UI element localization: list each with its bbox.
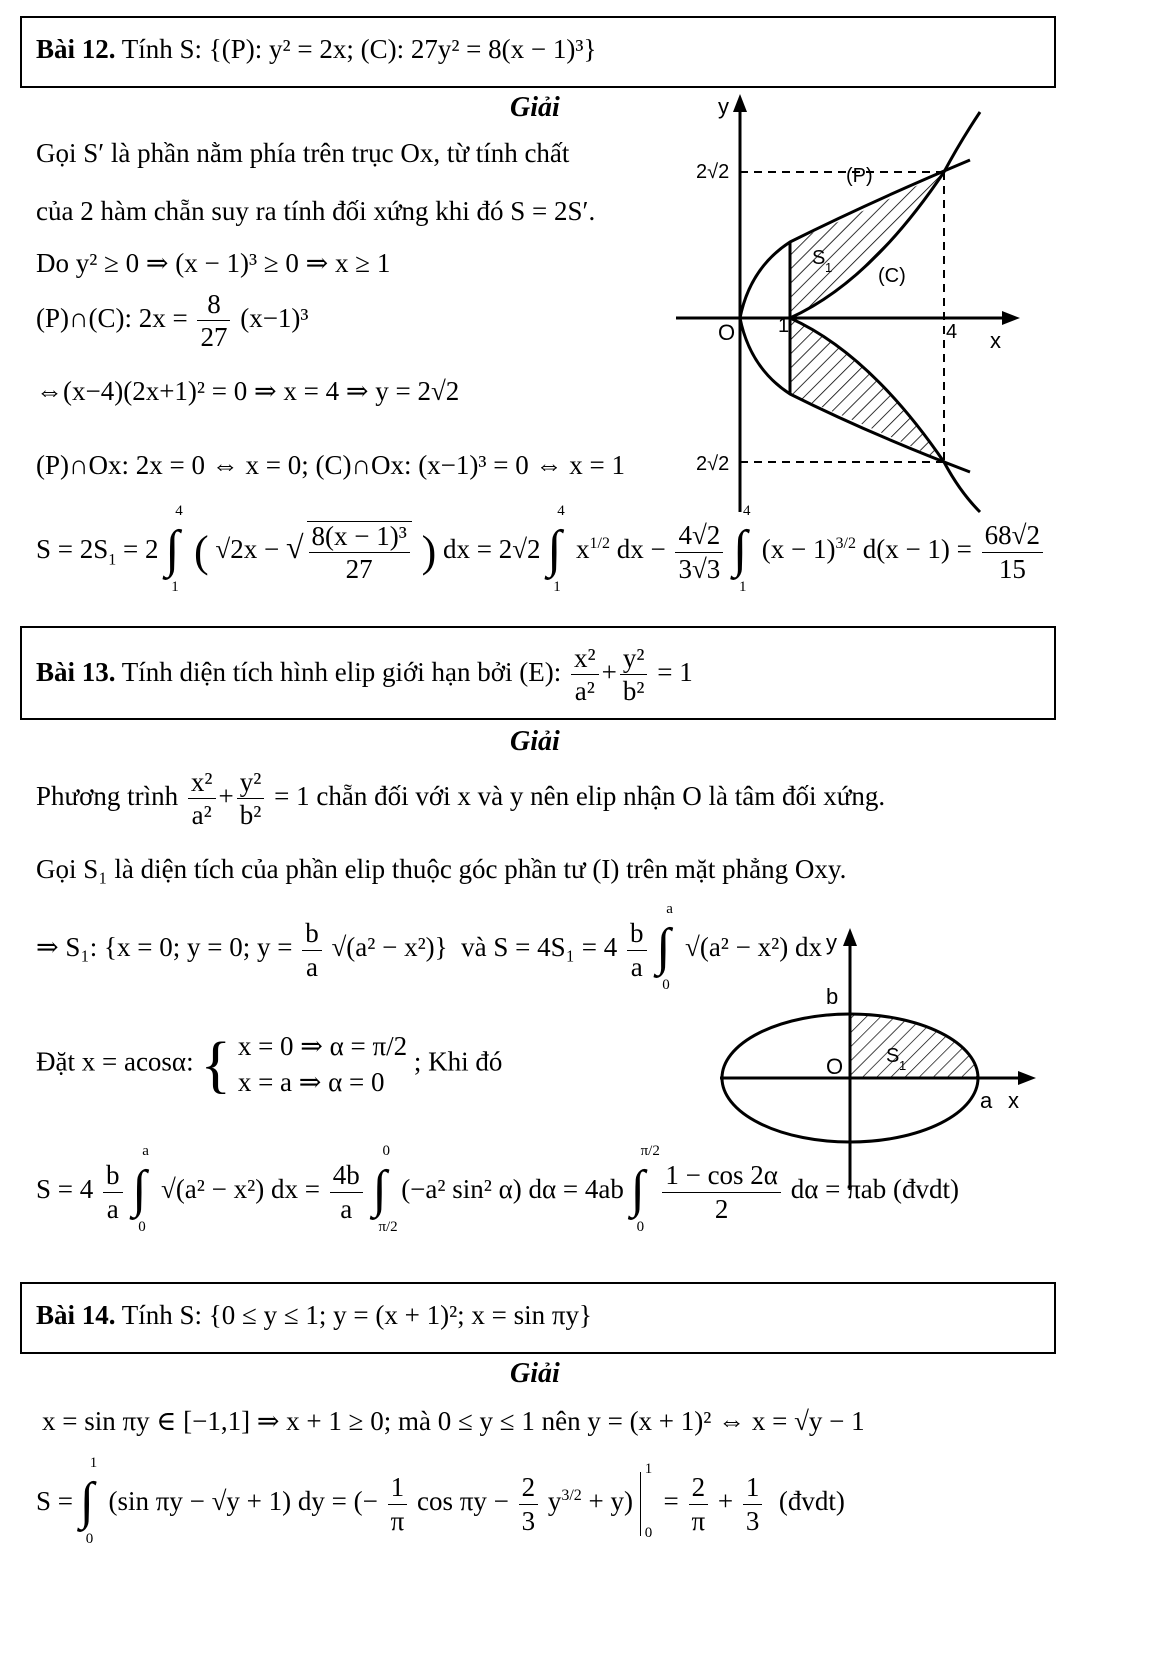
b12-int3-lo: 1 xyxy=(739,579,747,595)
b13-b-label: b xyxy=(826,984,839,1009)
b13-y-label: y xyxy=(826,930,837,955)
b14-f5-sup: 3/2 xyxy=(561,1487,582,1505)
b13-f1: S = 4 xyxy=(36,1174,94,1205)
integral-sign: ∫ π/2 0 xyxy=(630,1143,660,1235)
b12-int1-lo: 1 xyxy=(171,579,179,595)
b12-label-c: (C) xyxy=(878,265,906,287)
b12-line2: của 2 hàm chẵn suy ra tính đối xứng khi đó S = 2S′. xyxy=(36,196,596,226)
b12-tick-bottom: 2√2 xyxy=(696,453,730,475)
b12-f-h-num: 68√2 xyxy=(982,521,1043,552)
b14-f8-frac xyxy=(689,1473,709,1535)
b13-int1-lo: 0 xyxy=(662,977,670,993)
b13-label-s: S xyxy=(886,1045,900,1067)
b14-formula xyxy=(36,1455,845,1547)
integral-sign: ∫ 0 π/2 xyxy=(372,1143,398,1235)
b12-line4-b: (x−1)³ xyxy=(240,303,309,334)
b13-label-s-sub: 1 xyxy=(899,1058,907,1073)
b12-line3: Do y² ≥ 0 ⇒ (x − 1)³ ≥ 0 ⇒ x ≥ 1 xyxy=(36,248,391,278)
b12-parabola xyxy=(740,160,970,472)
b13-graph xyxy=(690,924,1060,1196)
b14-f1: S = xyxy=(36,1486,73,1517)
b12-tick-x4: 4 xyxy=(946,321,958,343)
b13-int4-up: π/2 xyxy=(640,1143,660,1159)
b14-f4-frac xyxy=(519,1473,539,1535)
integral-sign: ∫ a 0 xyxy=(656,901,673,993)
b13-int2-lo: 0 xyxy=(138,1219,146,1235)
b14-int-lo: 0 xyxy=(85,1531,94,1547)
b13-y-den: b² xyxy=(622,676,645,707)
b14-line1: x = sin πy ∈ [−1,1] ⇒ x + 1 ≥ 0; mà 0 ≤ y ≤ 1 nên y = (x + 1)² ⇔ x = √y − 1 xyxy=(42,1406,865,1436)
b13-f2: √(a² − x²) dx = xyxy=(161,1174,320,1205)
b12-f-h: d(x − 1) = xyxy=(862,534,972,565)
b14-title xyxy=(36,1302,592,1329)
b14-bar-up: 1 xyxy=(644,1461,653,1477)
b14-f4-num: 2 xyxy=(519,1473,539,1504)
b14-f7: = xyxy=(663,1486,679,1517)
b13-line1-b: chẵn đối với x và y nên elip nhận O là tâm đối xứng. xyxy=(316,781,886,812)
b13-int3-up: 0 xyxy=(382,1143,390,1159)
b13-l1-x-den: a² xyxy=(191,800,212,831)
b12-int1-up: 4 xyxy=(175,503,183,519)
b13-int4-lo: 0 xyxy=(636,1219,645,1235)
b14-f10-frac xyxy=(743,1473,763,1535)
arrow-right-icon xyxy=(1018,1071,1036,1085)
b12-line6: (P)∩Ox: 2x = 0 ⇔ x = 0; (C)∩Ox: (x−1)³ = 0 ⇔ x = 1 xyxy=(36,450,625,480)
b13-l3-den2: a xyxy=(630,951,643,982)
b13-l1-eq: = 1 xyxy=(274,781,310,812)
b12-f-b: = 2 xyxy=(123,534,159,565)
b13-l3-frac xyxy=(302,919,322,981)
b13-y-num: y² xyxy=(620,644,648,675)
b13-int1-up: a xyxy=(666,901,673,917)
b14-f11: (đvdt) xyxy=(778,1486,845,1517)
b13-l1-x-num: x² xyxy=(188,768,216,799)
b12-graph xyxy=(670,92,1040,522)
b14-f10-num: 1 xyxy=(743,1473,763,1504)
arrow-up-icon xyxy=(733,94,747,112)
b13-line3-e: √(a² − x²) dx xyxy=(685,932,822,963)
b12-f-c-frac xyxy=(307,521,412,584)
b13-f-frac-ba xyxy=(103,1161,123,1223)
b12-f-c-den: 27 xyxy=(345,554,373,584)
b12-region-lower xyxy=(790,318,944,462)
b13-line3-a: ⇒ S₁: {x = 0; y = 0; y = xyxy=(36,932,293,963)
b13-title-label: Bài 13. xyxy=(36,657,116,688)
b13-f3-frac xyxy=(330,1161,363,1223)
b13-int2-up: a xyxy=(142,1143,149,1159)
integral-sign: ∫ 4 1 xyxy=(733,503,751,595)
b13-line1: Phương trình $\frac{\text{x²}}{\text{a²}}$ + $\frac{\text{y²}}{\text{b²}}$ = 1 chẵn đối với x và y nên elip nhận O là tâm đối xứng. xyxy=(36,767,886,831)
b12-f-h-frac xyxy=(982,521,1043,583)
b14-f2: (sin πy − √y + 1) dy = xyxy=(108,1486,347,1517)
b12-giai: Giải xyxy=(510,92,560,123)
b12-x-label: x xyxy=(990,328,1001,353)
b13-title-frac-y xyxy=(620,644,648,706)
b12-tick-x1: 1 xyxy=(778,315,790,337)
b14-f4: cos πy − xyxy=(416,1486,509,1517)
b13-title-text: Tính diện tích hình elip giới hạn bởi (E): xyxy=(121,657,562,688)
b12-line1: Gọi S′ là phần nằm phía trên trục Ox, từ tính chất xyxy=(36,138,570,168)
b14-f3-frac xyxy=(388,1473,408,1535)
b12-f-c: √2x − xyxy=(215,534,280,565)
b12-int3-up: 4 xyxy=(743,503,751,519)
arrow-up-icon xyxy=(843,928,857,946)
b13-f3-num: 4b xyxy=(330,1161,363,1192)
integral-sign: ∫ 1 0 xyxy=(79,1455,98,1547)
integral-sign: ∫ 4 1 xyxy=(165,503,183,595)
b12-f-e: x xyxy=(576,534,590,565)
b12-line5: ⇔(x−4)(2x+1)² = 0 ⇒ x = 4 ⇒ y = 2√2 xyxy=(36,376,460,406)
b14-f5: y xyxy=(547,1486,562,1517)
arrow-right-icon xyxy=(1002,311,1020,325)
b13-int3-lo: π/2 xyxy=(378,1219,398,1235)
b12-f-g: (x − 1) xyxy=(761,534,836,565)
b14-f10-den: 3 xyxy=(745,1505,760,1536)
b12-label-p: (P) xyxy=(846,165,873,187)
b14-title-label: Bài 14. xyxy=(36,1300,116,1330)
b13-line1-a: Phương trình xyxy=(36,781,179,812)
b12-title-label: Bài 12. xyxy=(36,34,116,64)
integral-sign: ∫ 4 1 xyxy=(547,503,565,595)
b12-formula: $S = 2S_1 = 2$ ∫ 4 1 ( √2x − √ $\frac{\text{8(x − 1)³}}{27}$ ) dx = 2√2 ∫ 4 1 $x^{1/2}$ dx − $\frac{4√2}{3√3}$ ∫ 4 1 $(x - 1)^{3/2}$ d(x − 1) = $\frac{68√2}{15}$ xyxy=(36,520,1046,584)
b12-f-f-frac xyxy=(675,521,723,583)
b12-origin-label: O xyxy=(718,320,736,345)
b14-giai: Giải xyxy=(510,1358,560,1389)
b13-f5-den: 2 xyxy=(714,1193,729,1224)
b12-y-label: y xyxy=(718,94,729,119)
b12-title xyxy=(36,36,596,63)
b12-f-h-den: 15 xyxy=(998,553,1026,584)
b12-line4-a: (P)∩(C): 2x = xyxy=(36,303,188,334)
b13-l3-frac2 xyxy=(627,919,647,981)
b13-a-label: a xyxy=(980,1088,993,1113)
b12-int2-lo: 1 xyxy=(553,579,561,595)
b12-f-f: dx − xyxy=(616,534,666,565)
b12-f-a: S = 2S xyxy=(36,534,109,565)
b12-f-f-den: 3√3 xyxy=(678,553,721,584)
b13-l1-frac-x xyxy=(188,768,216,830)
b14-title-text: Tính S: {0 ≤ y ≤ 1; y = (x + 1)²; x = sin πy} xyxy=(121,1300,593,1330)
b13-line4: Đặt x = acosα: { x = 0 ⇒ α = π/2 x = a ⇒ α = 0 ; Khi đó xyxy=(36,1028,503,1100)
b12-int2-up: 4 xyxy=(557,503,565,519)
b13-x-den: a² xyxy=(574,676,595,707)
b13-line4-b: ; Khi đó xyxy=(413,1046,503,1077)
b13-f-ba-num: b xyxy=(103,1161,123,1192)
b14-f8-num: 2 xyxy=(689,1473,709,1504)
b13-giai: Giải xyxy=(510,726,560,757)
b12-f-sub: 1 xyxy=(108,551,117,569)
b12-label-s-sub: 1 xyxy=(825,260,833,275)
b13-f3-den: a xyxy=(340,1193,353,1224)
b13-origin-label: O xyxy=(826,1054,844,1079)
b12-f-d: dx = 2√2 xyxy=(442,534,541,565)
b13-line4-s1: x = 0 ⇒ α = π/2 xyxy=(237,1031,408,1061)
b13-l1-y-num: y² xyxy=(237,768,265,799)
b14-f4-den: 3 xyxy=(521,1505,536,1536)
b13-l3-num: b xyxy=(302,919,322,950)
b13-x-num: x² xyxy=(571,644,599,675)
b13-line4-a: Đặt x = acosα: xyxy=(36,1046,194,1077)
b14-bar-lo: 0 xyxy=(644,1525,653,1541)
b12-line4-den: 27 xyxy=(200,322,228,353)
b13-line4-s2: x = a ⇒ α = 0 xyxy=(237,1067,385,1098)
b13-line3-c: và S = 4S₁ = 4 xyxy=(461,932,618,963)
b13-f-ba-den: a xyxy=(106,1193,119,1224)
b13-eq1: = 1 xyxy=(657,657,693,688)
b12-f-e-sup: 1/2 xyxy=(589,535,610,553)
b13-title: Bài 13. Tính diện tích hình elip giới hạn bởi (E): $\frac{\text{x²}}{\text{a²}}$ + $\frac{\text{y²}}{\text{b²}}$ = 1 xyxy=(36,643,693,707)
b13-l3-den: a xyxy=(305,951,318,982)
b12-f-f-num: 4√2 xyxy=(675,521,723,552)
b12-f-g-sup: 3/2 xyxy=(835,535,856,553)
b14-f3-den: π xyxy=(390,1505,405,1536)
b12-title-text: Tính S: {(P): y² = 2x; (C): 27y² = 8(x − 1)³} xyxy=(121,34,597,64)
b13-x-label: x xyxy=(1008,1088,1019,1113)
b13-title-frac-x xyxy=(571,644,599,706)
integral-sign: ∫ a 0 xyxy=(132,1143,149,1235)
b12-line4-frac xyxy=(197,290,230,352)
b14-int-up: 1 xyxy=(89,1455,98,1471)
b13-line3-b: √(a² − x²)} xyxy=(331,932,448,963)
b13-l1-frac-y xyxy=(237,768,265,830)
b12-line4 xyxy=(36,290,309,352)
b12-line4-num: 8 xyxy=(197,290,230,321)
b13-line2: Gọi S₁ là diện tích của phần elip thuộc góc phần tư (I) trên mặt phẳng Oxy. xyxy=(36,854,847,884)
b14-f3-num: 1 xyxy=(388,1473,408,1504)
b13-f4: (−a² sin² α) dα = 4ab xyxy=(401,1174,624,1205)
b13-l3-num2: b xyxy=(627,919,647,950)
b14-f8-den: π xyxy=(691,1505,706,1536)
b14-f9: + xyxy=(717,1486,734,1517)
b14-f6: + y) xyxy=(588,1486,634,1517)
b13-l1-y-den: b² xyxy=(239,800,262,831)
b12-region-upper xyxy=(790,172,944,318)
b14-f3: (− xyxy=(353,1486,378,1517)
b12-tick-top: 2√2 xyxy=(696,161,730,183)
b12-label-s: S xyxy=(812,247,826,269)
b13-f6: dα = πab (đvdt) xyxy=(790,1174,959,1205)
b12-f-c-num: 8(x − 1)³ xyxy=(309,522,410,553)
b13-f5-num: 1 − cos 2α xyxy=(662,1161,781,1192)
